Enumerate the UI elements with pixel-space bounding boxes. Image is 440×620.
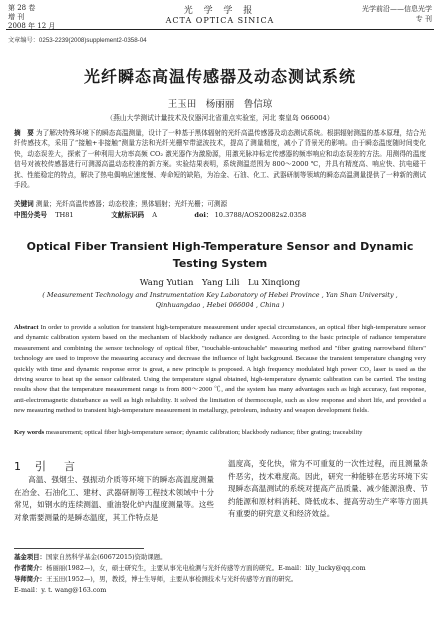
volume: 第 28 卷	[8, 4, 36, 12]
keywords-cn-label: 关键词	[14, 200, 34, 208]
author-text: 杨丽丽(1982—)，女，硕士研究生，主要从事光电检测与光纤传感等方面的研究。E-mail：lily_lucky@qq.com	[45, 564, 366, 572]
mentor-text: 王玉田(1952—)，男，教授，博士生导师，主要从事检测技术与光纤传感等方面的研究。	[45, 575, 298, 583]
doi-label: doi：	[194, 211, 213, 219]
doi-value: 10.3788/AOS20082s2.0358	[214, 211, 307, 219]
abstract-en-text: In order to provide a solution for transient high-temperature measurement under special circumstances, an optical fiber high-temperature sensor and dynamic calibration system based on the mechanism of blackbody radiance are designed. According to the basic principle of radiance temperature measurement and combining the sensor technology of optical fiber, "touchable-untouchable" measuring method and "fiber grating narrowband filters" technology are used to improve the measuring accuracy and decrease the influence of light background. Because the transient temperature changing very quickly with time and dynamic response error is great, a new principle is proposed. A high frequency modulated high power CO₂ laser is used as the driving source to heat up the sensor calibrated. Using the temperature signal obtained, high-temperature dynamic calibration can be carried. The testing results show that the temperature measurement range is from 800～2000 ℃, and the system has many advantages such as high accuracy, fast response, anti-electromagnetic disturbance as well as high reliability. It solved the limitation of thermocouple, such as slow response and short life, and provided a new measuring method to transient high-temperature measurement in metallurgy, petroleum, industry and weapon development fields.	[14, 324, 426, 415]
abstract-cn-text: 为了解决特殊环境下的瞬态高温测量，设计了一种基于黑体辐射的光纤高温传感器及动态测试系统。根据辐射测温的基本原理，结合光纤传感技术，采用了“接触+非接触”测量方法和光纤光栅窄带滤波技术，提高了测量精度，减小了背景光的影响。由于瞬态温度随时间变化快，动态误差大，探索了一种利用大功率高频 CO₂ 激光器作为激励源，用激光脉冲标定传感器的频率响应和动态误差的方法。用测得的温度信号对被校传感器进行可测源高温动态校准的新方案。实验结果表明，系统测温范围为 800～2000 ℃，并具有精度高、响应快、抗电磁干扰、性能稳定的特点，解决了热电偶响应速度慢、寿命短的缺陷，为冶金、石油、化工、武器研制等领域的瞬态高温测量提供了一种新的测试手段。	[14, 129, 427, 190]
body-column-left	[14, 474, 214, 524]
journal-name-en: ACTA OPTICA SINICA	[165, 16, 275, 25]
title-en: Optical Fiber Transient High-Temperature Sensor and Dynamic Testing System	[26, 240, 414, 270]
section-number: 1	[14, 460, 21, 473]
column-bottom: 专 刊	[415, 15, 432, 23]
title-cn: 光纤瞬态高温传感器及动态测试系统	[83, 67, 356, 86]
fund-label: 基金项目：	[14, 553, 46, 561]
journal-name-cn: 光 学 学 报	[183, 6, 257, 16]
affiliation-cn: （燕山大学测试计量技术及仪器河北省重点实验室，河北 秦皇岛 066004）	[106, 114, 334, 122]
author-note	[14, 563, 426, 574]
abstract-cn	[14, 128, 426, 190]
section-title: 引言	[35, 460, 93, 473]
footnote-rule	[14, 548, 144, 549]
section-1-heading	[14, 458, 93, 474]
authors-cn: 王玉田 杨丽丽 鲁信琼	[167, 99, 273, 110]
keywords-en	[14, 428, 426, 438]
date: 2008 年 12 月	[8, 22, 56, 30]
clc-value: TH81	[55, 211, 74, 219]
authors-en: Wang Yutian Yang Lili Lu Xinqiong	[139, 278, 301, 288]
keywords-cn-text: 测量；光纤高温传感器；动态校准；黑体辐射；光纤光栅；可测源	[35, 200, 228, 208]
column-name	[362, 4, 432, 24]
mentor-note	[14, 574, 426, 585]
keywords-en-text: measurement; optical fiber high-temperature sensor; dynamic calibration; blackbody radiance; fiber grating; traceability	[45, 429, 363, 436]
header-rule	[6, 29, 434, 30]
author-label: 作者简介：	[14, 564, 46, 572]
classification-row	[14, 210, 426, 220]
affiliation-en: ( Measurement Technology and Instrumentation Key Laboratory of Hebei Province , Yan Shan University , Qinhuangdao , Hebei 066004 , China )	[42, 291, 398, 309]
abstract-en-label: Abstract	[14, 324, 39, 331]
doc-code-value: A	[152, 211, 158, 219]
body-column-right	[228, 458, 428, 521]
abstract-cn-label: 摘 要	[14, 129, 34, 137]
abstract-en	[14, 323, 426, 417]
clc-label: 中图分类号	[14, 211, 47, 219]
article-number: 文章编号：0253-2239(2008)supplement2-0358-04	[8, 37, 147, 44]
keywords-en-label: Key words	[14, 429, 45, 436]
issue: 增 刊	[8, 13, 25, 21]
column-top: 光学前沿——信息光学	[362, 5, 432, 13]
doc-code-label: 文献标识码	[111, 211, 145, 219]
footnotes	[14, 552, 426, 596]
intro-paragraph-right: 温度高，变化快，常为不可重复的一次性过程，而且测量条件恶劣，技术难度高。因此，研究一种能够在恶劣环境下实现瞬态高温测试的系统对提高产品质量、减少能源浪费、节约能源和原材料消耗、降低成本、提高劳动生产率等方面具有重要的研究意义和经济效益。	[228, 459, 428, 519]
fund-text: 国家自然科学基金(60672015)资助课题。	[45, 553, 167, 561]
fund-note	[14, 552, 426, 563]
keywords-cn	[14, 199, 426, 209]
mentor-label: 导师简介：	[14, 575, 46, 583]
mentor-email: E-mail：y. t. wang@163.com	[14, 586, 107, 594]
intro-paragraph-left: 高温、强烟尘、强振动介质等环境下的瞬态高温度测量在冶金、石油化工、建材、武器研制等工程技术领域中十分常见，如钢水的连续测温、重油裂化炉内温度测量等。这些对象需要测量的是瞬态温度，其工作特点是	[14, 475, 214, 522]
